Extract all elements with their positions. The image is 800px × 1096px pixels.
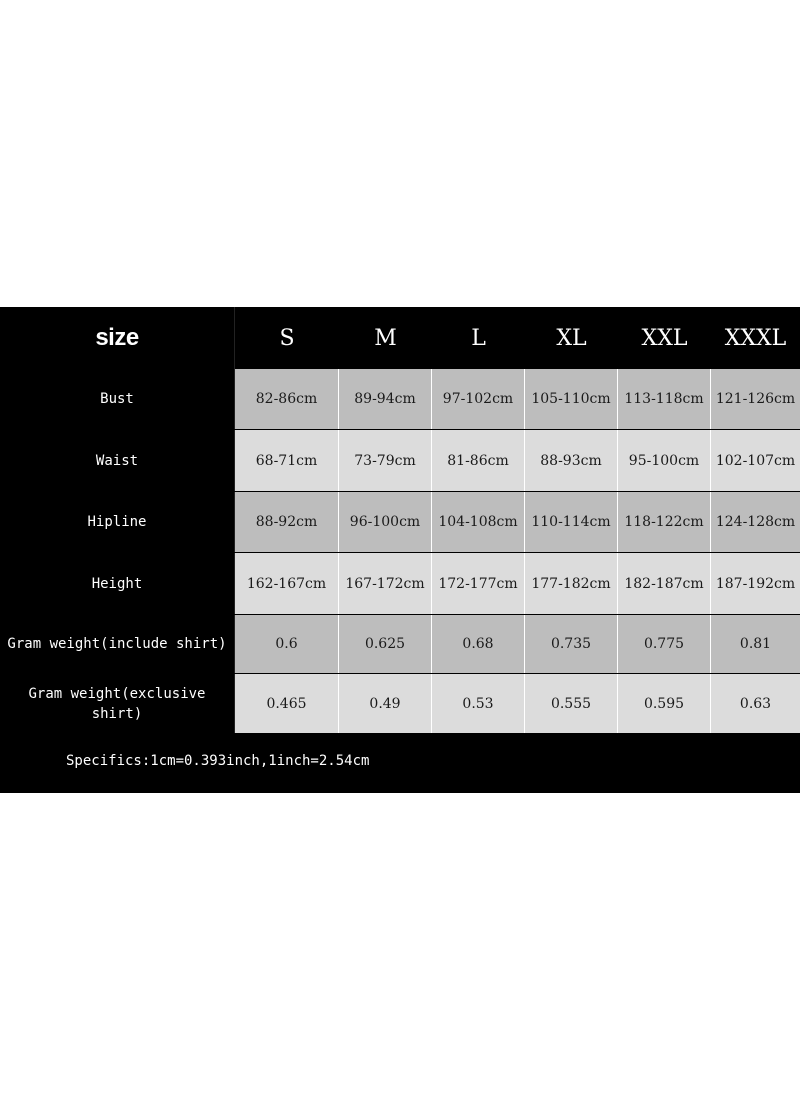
table-cell: 118-122cm <box>618 492 711 552</box>
table-cell: 172-177cm <box>432 553 525 614</box>
table-cell: 182-187cm <box>618 553 711 614</box>
gram-weight-exclusive-row <box>0 674 800 733</box>
bust-row <box>0 369 800 429</box>
table-cell: 81-86cm <box>432 430 525 491</box>
table-cell: 73-79cm <box>339 430 432 491</box>
size-header-xxl: XXL <box>641 325 688 351</box>
table-cell: 96-100cm <box>339 492 432 552</box>
table-cell: 124-128cm <box>711 492 800 552</box>
conversion-note: Specifics:1cm=0.393inch,1inch=2.54cm <box>66 753 370 769</box>
table-cell: 0.81 <box>711 615 800 673</box>
row-label-gram-weight-exclusive: Gram weight(exclusive shirt) <box>0 674 235 733</box>
row-label-bust: Bust <box>0 369 235 429</box>
waist-row <box>0 430 800 491</box>
table-cell: 0.63 <box>711 674 800 733</box>
header-row <box>0 307 800 369</box>
table-cell: 0.465 <box>235 674 339 733</box>
size-header-m: M <box>374 325 397 351</box>
row-label-hipline: Hipline <box>0 492 235 552</box>
table-cell: 97-102cm <box>432 369 525 429</box>
gram-weight-include-row <box>0 615 800 673</box>
row-label-gram-weight-include: Gram weight(include shirt) <box>0 615 235 673</box>
table-cell: 0.49 <box>339 674 432 733</box>
table-cell: 88-92cm <box>235 492 339 552</box>
table-cell: 88-93cm <box>525 430 618 491</box>
table-cell: 167-172cm <box>339 553 432 614</box>
table-cell: 105-110cm <box>525 369 618 429</box>
hipline-row <box>0 492 800 552</box>
table-cell: 0.555 <box>525 674 618 733</box>
table-cell: 0.625 <box>339 615 432 673</box>
size-header-s: S <box>279 325 295 351</box>
table-cell: 0.595 <box>618 674 711 733</box>
table-cell: 162-167cm <box>235 553 339 614</box>
table-cell: 89-94cm <box>339 369 432 429</box>
table-cell: 102-107cm <box>711 430 800 491</box>
table-cell: 82-86cm <box>235 369 339 429</box>
table-cell: 0.53 <box>432 674 525 733</box>
table-cell: 187-192cm <box>711 553 800 614</box>
table-cell: 0.68 <box>432 615 525 673</box>
table-cell: 0.735 <box>525 615 618 673</box>
size-header-l: L <box>471 325 486 351</box>
size-header-label: size <box>0 307 235 369</box>
table-cell: 121-126cm <box>711 369 800 429</box>
table-cell: 110-114cm <box>525 492 618 552</box>
table-cell: 113-118cm <box>618 369 711 429</box>
table-cell: 95-100cm <box>618 430 711 491</box>
height-row <box>0 553 800 614</box>
table-cell: 104-108cm <box>432 492 525 552</box>
table-cell: 0.775 <box>618 615 711 673</box>
table-cell: 68-71cm <box>235 430 339 491</box>
size-chart <box>0 307 800 793</box>
size-header-xl: XL <box>556 325 587 351</box>
size-header-xxxl: XXXL <box>724 325 787 351</box>
table-cell: 0.6 <box>235 615 339 673</box>
row-label-height: Height <box>0 553 235 614</box>
table-cell: 177-182cm <box>525 553 618 614</box>
row-label-waist: Waist <box>0 430 235 491</box>
